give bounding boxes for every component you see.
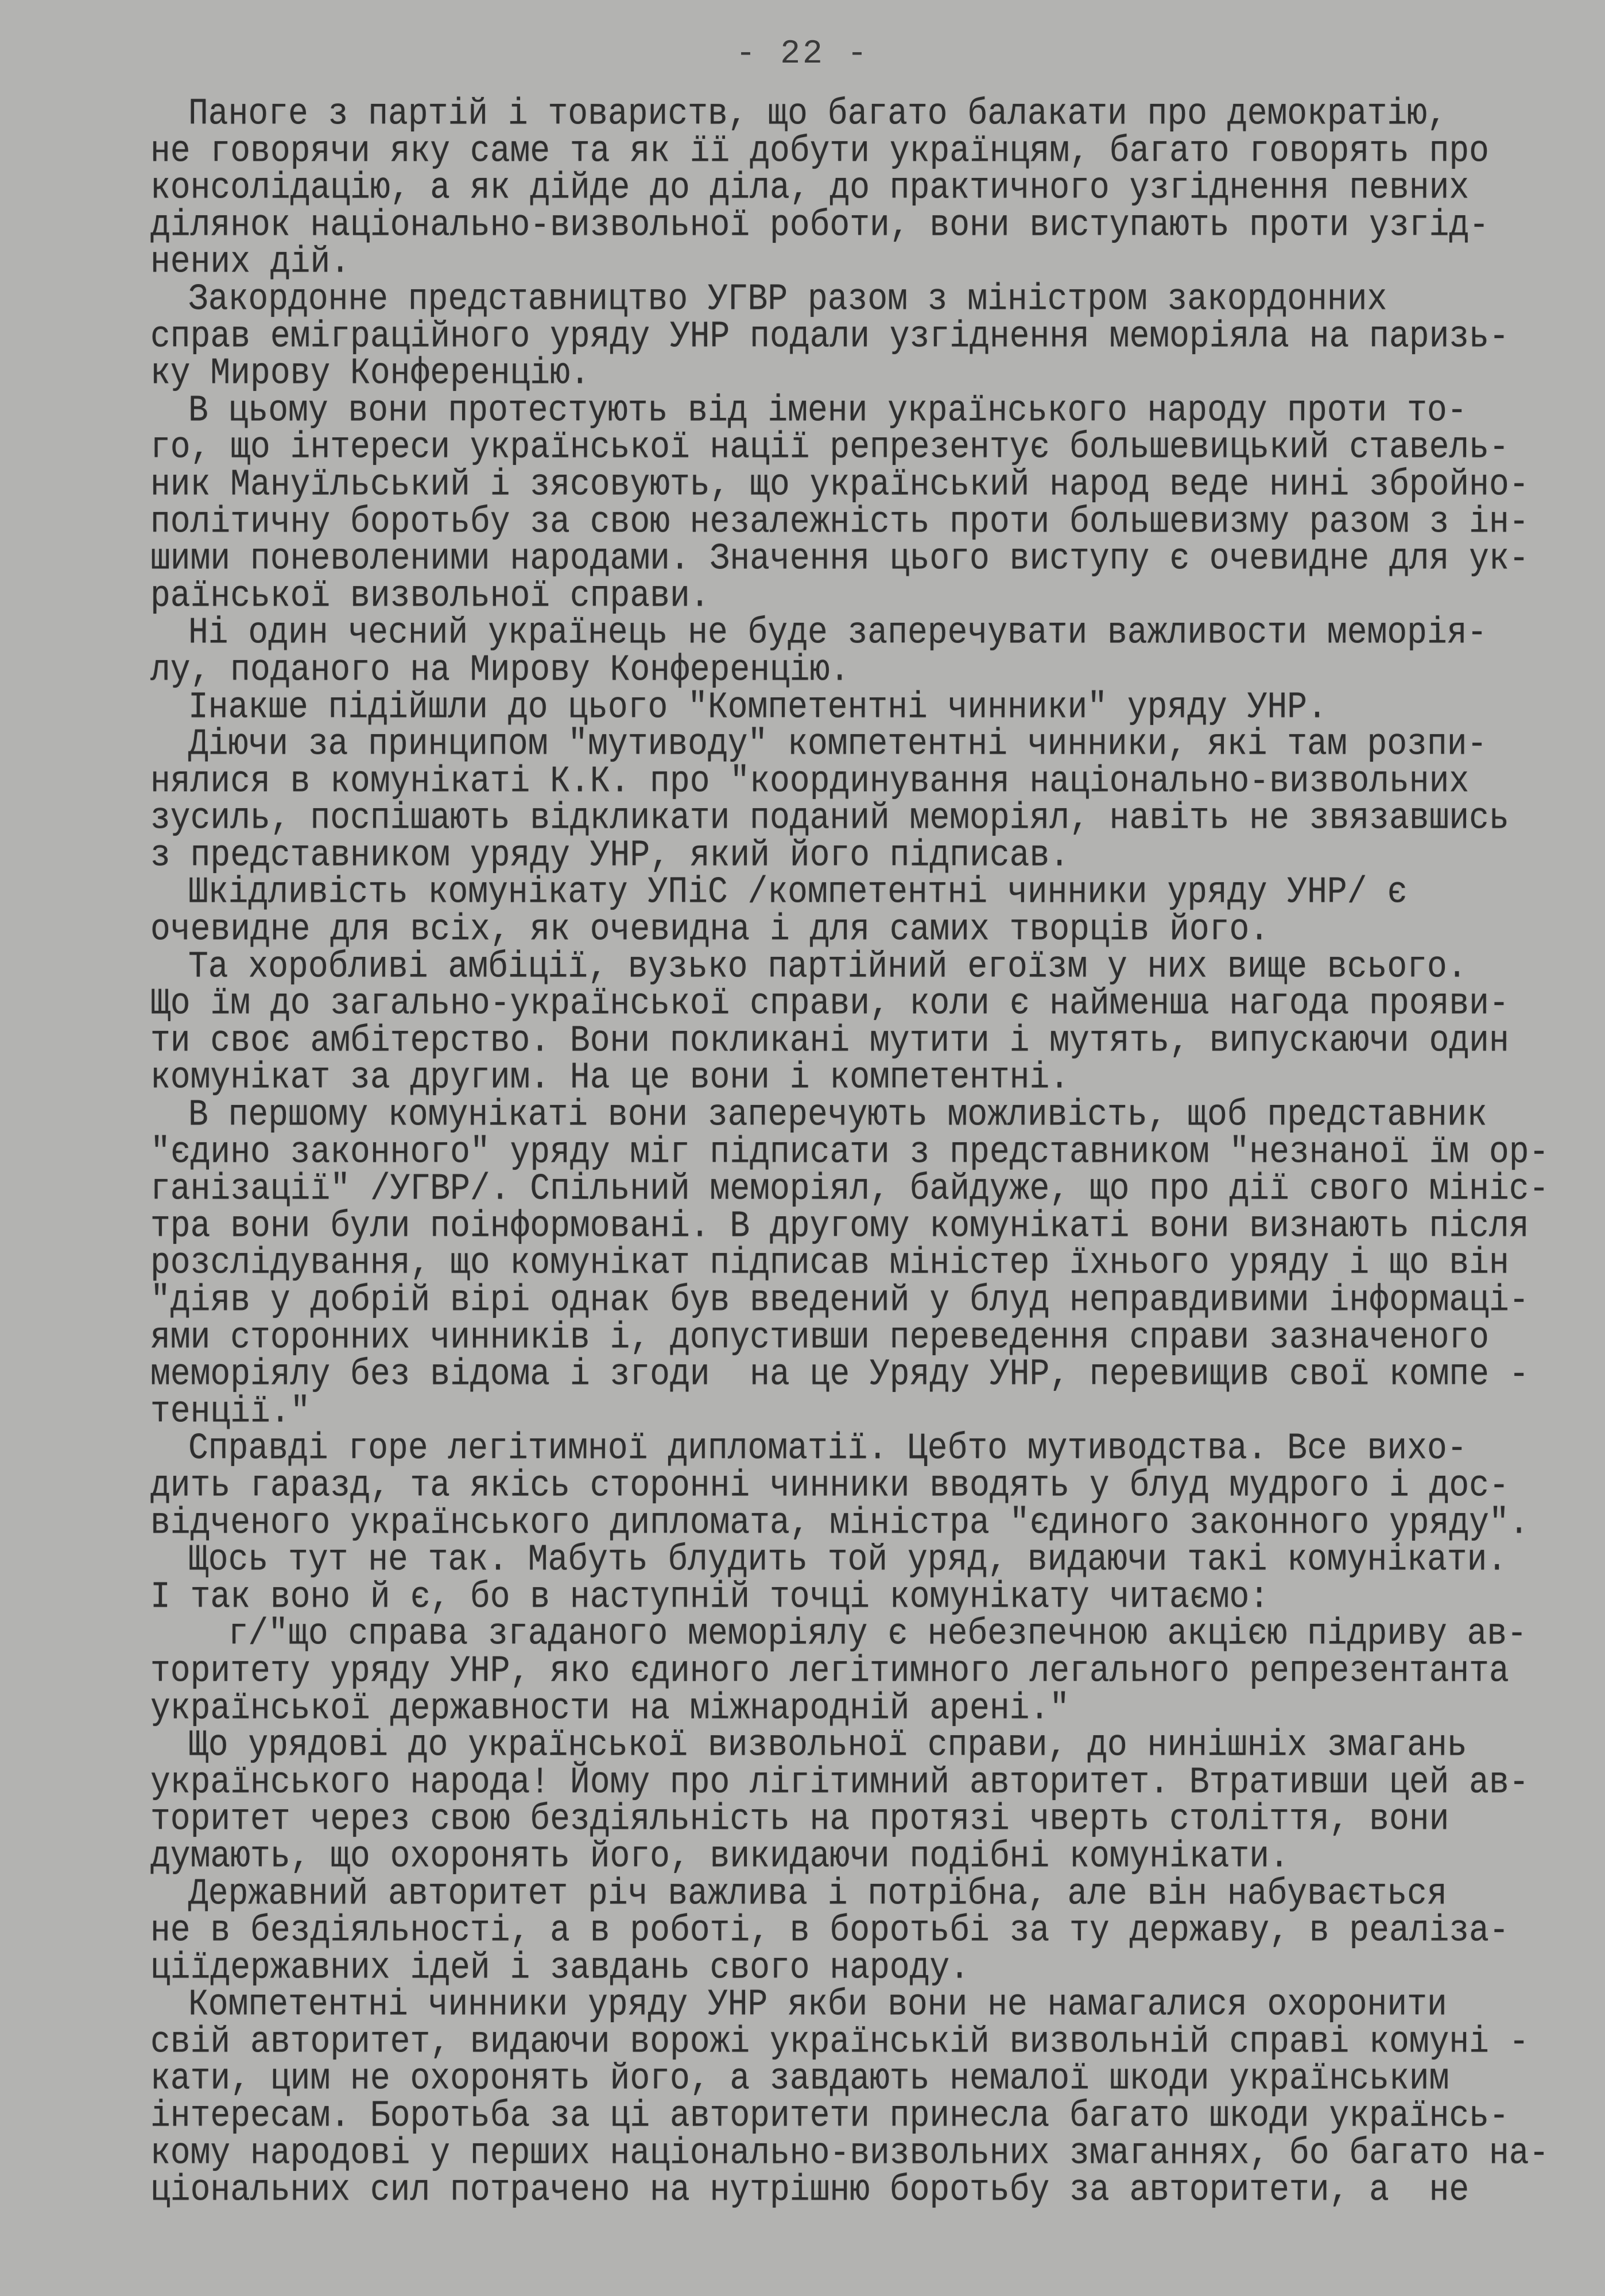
text-line: розслідування, що комунікат підписав міністер їхнього уряду і що він [150, 1243, 1509, 1285]
text-line: І так воно й є, бо в наступній точці комунікату читаємо: [150, 1576, 1270, 1619]
text-line: тенції." [150, 1391, 311, 1433]
text-line: консолідацію, а як дійде до діла, до практичного узгіднення певних [150, 168, 1470, 210]
text-line: торитету уряду УНР, яко єдиного легітимного легального репрезентанта [150, 1650, 1509, 1693]
paragraph-first-line: Паноге з партій і товариств, що багато балакати про демократію, [188, 94, 1447, 135]
text-line: дить гаразд, та якісь сторонні чинники вводять у блуд мудрого і дос- [150, 1465, 1509, 1507]
text-line: інтересам. Боротьба за ці авторитети принесла багато шкоди українсь- [150, 2096, 1509, 2138]
text-line: "діяв у добрій вірі однак був введений у блуд неправдивими інформаці- [150, 1280, 1529, 1322]
text-line: зусиль, поспішають відкликати поданий меморіял, навіть не звязавшись [150, 798, 1509, 840]
text-line: ти своє амбітерство. Вони покликані мутити і мутять, випускаючи один [150, 1020, 1509, 1062]
text-line: шими поневоленими народами. Значення цього виступу є очевидне для ук- [150, 538, 1529, 580]
text-line: комунікат за другим. На це вони і компетентні. [150, 1057, 1070, 1100]
text-line: нялися в комунікаті К.К. про "координування національно-визвольних [150, 761, 1470, 803]
text-line: очевидне для всіх, як очевидна і для самих творців його. [150, 909, 1270, 951]
paragraph-first-line: Інакше підійшли до цього "Компетентні чинники" уряду УНР. [188, 687, 1327, 729]
paragraph-first-line: Та хоробливі амбіції, вузько партійний егоїзм у них вище всього. [188, 946, 1467, 988]
paragraph-first-line: Закордонне представництво УГВР разом з міністром закордонних [188, 278, 1387, 321]
text-line: ціональних сил потрачено на нутрішню боротьбу за авторитети, а не [150, 2170, 1470, 2212]
paragraph-first-line: Щось тут не так. Мабуть блудить той уряд, видаючи такі комунікати. [188, 1539, 1507, 1581]
paragraph-first-line: Діючи за принципом "мутиводу" компетентні чинники, які там розпи- [188, 724, 1487, 766]
text-line: не говорячи яку саме та як її добути українцям, багато говорять про [150, 130, 1489, 173]
paragraph-first-line: Що урядові до української визвольної справи, до нинішніх змагань [188, 1725, 1467, 1767]
text-line: ку Мирову Конференцію. [150, 353, 590, 395]
text-line: торитет через свою бездіяльність на протязі чверть століття, вони [150, 1799, 1449, 1841]
paragraph-first-line: Державний авторитет річ важлива і потрібна, але він набувається [188, 1873, 1447, 1915]
text-line: кому народові у перших національно-визвольних змаганнях, бо багато на- [150, 2132, 1549, 2175]
text-line: ціїдержавних ідей і завдань свого народу. [150, 1947, 970, 1989]
text-line: меморіялу без відома і згоди на це Уряду УНР, перевищив свої компе - [150, 1354, 1529, 1396]
page-number: - 22 - [735, 36, 870, 73]
text-line: думають, що охоронять його, викидаючи подібні комунікати. [150, 1836, 1289, 1878]
paragraph-first-line: В цьому вони протестують від імени українського народу проти то- [188, 390, 1467, 432]
paragraph-first-line: Ні один чесний українець не буде заперечувати важливости меморія- [188, 612, 1487, 655]
text-line: ник Мануїльський і зясовують, що український народ веде нині збройно- [150, 464, 1529, 506]
text-line: "єдино законного" уряду міг підписати з представником "незнаної їм ор- [150, 1131, 1549, 1174]
text-line: українського народа! Йому про лігітимний авторитет. Втративши цей ав- [150, 1762, 1529, 1804]
paragraph-first-line: Справді горе легітимної дипломатії. Цебто мутиводства. Все вихо- [188, 1428, 1467, 1471]
paragraph-first-line: В першому комунікаті вони заперечують можливість, щоб представник [188, 1095, 1487, 1137]
text-line: ганізації" /УГВР/. Спільний меморіял, байдуже, що про дії свого мініс- [150, 1169, 1549, 1211]
text-line: Що їм до загально-української справи, коли є найменша нагода прояви- [150, 983, 1509, 1026]
text-line: тра вони були поінформовані. В другому комунікаті вони визнають після [150, 1205, 1529, 1248]
paragraph-first-line: г/"що справа згаданого меморіялу є небезпечною акцією підриву ав- [188, 1614, 1527, 1656]
text-line: відченого українського дипломата, міністра "єдиного законного уряду". [150, 1502, 1529, 1545]
text-line: ділянок національно-визвольної роботи, вони виступають проти узгід- [150, 204, 1489, 247]
text-line: го, що інтереси української нації репрезентує большевицький ставель- [150, 427, 1509, 470]
text-line: лу, поданого на Мирову Конференцію. [150, 649, 850, 692]
text-line: з представником уряду УНР, який його підписав. [150, 835, 1070, 877]
text-line: ями сторонних чинників і, допустивши переведення справи зазначеного [150, 1317, 1489, 1359]
text-line: нених дій. [150, 242, 351, 284]
text-line: кати, цим не охоронять його, а завдають немалої шкоди українським [150, 2058, 1449, 2101]
text-line: не в бездіяльності, а в роботі, в боротьбі за ту державу, в реаліза- [150, 1910, 1509, 1952]
text-line: політичну боротьбу за свою незалежність проти большевизму разом з ін- [150, 501, 1529, 544]
text-line: раїнської визвольної справи. [150, 575, 710, 618]
text-line: свій авторитет, видаючи ворожі українській визвольній справі комуні - [150, 2021, 1529, 2064]
text-line: справ еміграційного уряду УНР подали узгіднення меморіяла на паризь- [150, 316, 1509, 358]
paragraph-first-line: Компетентні чинники уряду УНР якби вони не намагалися охоронити [188, 1984, 1447, 2027]
text-line: української державности на міжнародній арені." [150, 1688, 1070, 1730]
paragraph-first-line: Шкідливість комунікату УПіС /компетентні чинники уряду УНР/ є [188, 872, 1408, 914]
document-body [150, 94, 1549, 2212]
